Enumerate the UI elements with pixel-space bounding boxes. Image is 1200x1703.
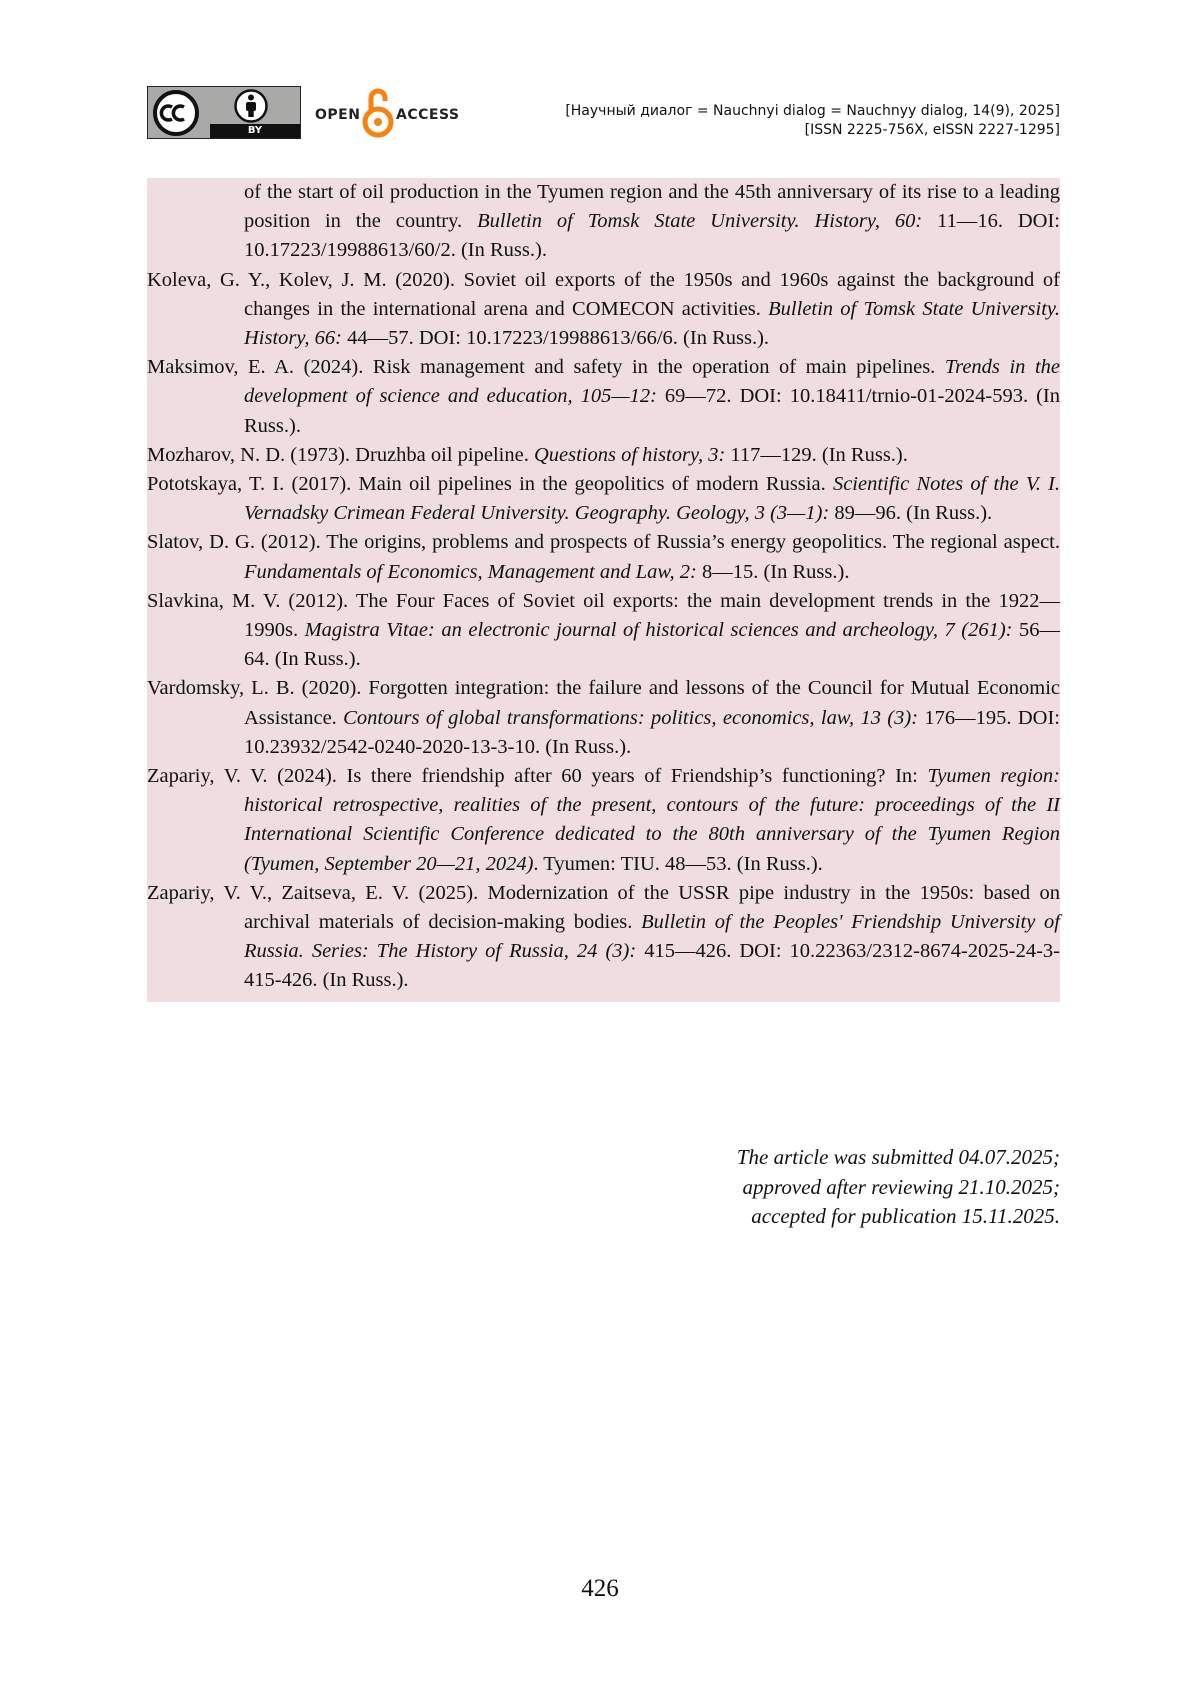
submitted-date: The article was submitted 04.07.2025; <box>736 1145 1060 1169</box>
reference-details: . Tyumen: TIU. 48—53. (In Russ.). <box>533 852 823 875</box>
reference-details: 11—16. DOI: 10.17223/19988613/60/2. (In Russ.). <box>244 210 1060 262</box>
reference-source: Tyumen region: historical retrospective, realities of the present, contours of the future: proceedings of the II International Scientific Conference dedicated to the 80th anniversary of the Tyumen Region (Tyumen, September 20—21, 2024) <box>244 765 1060 875</box>
reference-text: Slatov, D. G. (2012). The origins, problems and prospects of Russia’s energy geopolitics. The regional aspect. <box>147 531 1060 554</box>
reference-text: Maksimov, E. A. (2024). Risk management and safety in the operation of main pipelines. <box>147 356 945 379</box>
reference-details: 176—195. DOI: 10.23932/2542-0240-2020-13-3-10. (In Russ.). <box>244 706 1060 758</box>
reference-source: Fundamentals of Economics, Management and Law, 2: <box>244 560 697 583</box>
accepted-date: accepted for publication 15.11.2025. <box>751 1204 1060 1228</box>
reference-entry <box>147 266 1060 354</box>
reference-source: Scientific Notes of the V. I. Vernadsky Crimean Federal University. Geography. Geology, 3 (3—1): <box>244 473 1060 525</box>
reference-text: Pototskaya, T. I. (2017). Main oil pipelines in the geopolitics of modern Russia. <box>147 473 833 496</box>
open-access-open-text: OPEN <box>315 107 361 123</box>
reference-source: Bulletin of the Peoples' Friendship University of Russia. Series: The History of Russia, 24 (3): <box>244 911 1060 963</box>
reference-details: 117—129. (In Russ.). <box>725 443 908 466</box>
reference-details: 69—72. DOI: 10.18411/trnio-01-2024-593. (In Russ.). <box>244 385 1060 437</box>
reference-details: 56—64. (In Russ.). <box>244 619 1060 671</box>
cc-by-license-badge[interactable] <box>147 86 301 139</box>
reference-entry <box>147 762 1060 879</box>
reference-text: Vardomsky, L. B. (2020). Forgotten integration: the failure and lessons of the Council for Mutual Economic Assistance. <box>147 677 1060 729</box>
reference-text: Koleva, G. Y., Kolev, J. M. (2020). Soviet oil exports of the 1950s and 1960s against the background of changes in the international arena and COMECON activities. <box>147 268 1060 320</box>
reference-text: Slavkina, M. V. (2012). The Four Faces of Soviet oil exports: the main development trends in the 1922—1990s. <box>147 589 1060 642</box>
reference-details: 89—96. (In Russ.). <box>829 502 993 525</box>
reference-source: Bulletin of Tomsk State University. History, 66: <box>244 297 1060 350</box>
journal-title-line: [Научный диалог = Nauchnyi dialog = Nauchnyy dialog, 14(9), 2025] <box>565 103 1060 119</box>
article-dates <box>737 1143 1060 1232</box>
creative-commons-icon <box>153 90 199 136</box>
attribution-person-icon <box>234 89 268 123</box>
reference-source: Contours of global transformations: politics, economics, law, 13 (3): <box>343 706 919 729</box>
reference-entry <box>147 178 1060 266</box>
open-access-logo <box>315 86 515 139</box>
reference-entry <box>147 470 1060 528</box>
reference-text: Zapariy, V. V., Zaitseva, E. V. (2025). Modernization of the USSR pipe industry in the 1950s: based on archival materials of decision-making bodies. <box>147 881 1060 934</box>
open-access-access-text: ACCESS <box>396 107 460 123</box>
reference-entry <box>147 587 1060 675</box>
reference-text: of the start of oil production in the Tyumen region and the 45th anniversary of its rise to a leading position in the country. <box>244 181 1060 233</box>
approved-date: approved after reviewing 21.10.2025; <box>742 1174 1060 1199</box>
reference-source: Trends in the development of science and education, 105—12: <box>244 356 1060 408</box>
reference-text: Mozharov, N. D. (1973). Druzhba oil pipeline. <box>147 443 534 466</box>
reference-source: Bulletin of Tomsk State University. History, 60: <box>477 210 923 233</box>
reference-source: Questions of history, 3: <box>533 443 726 466</box>
reference-entry <box>147 353 1060 441</box>
reference-source: Magistra Vitae: an electronic journal of historical sciences and archeology, 7 (261): <box>304 619 1013 642</box>
reference-details: 415—426. DOI: 10.22363/2312-8674-2025-24-3-415-426. (In Russ.). <box>244 940 1060 992</box>
license-by-label: BY <box>210 124 300 138</box>
journal-issn-line: [ISSN 2225-756X, eISSN 2227-1295] <box>804 122 1060 138</box>
reference-entry <box>147 674 1060 762</box>
reference-text: Zapariy, V. V. (2024). Is there friendship after 60 years of Friendship’s functioning? In: <box>147 765 928 788</box>
open-lock-icon <box>362 86 394 139</box>
reference-entry <box>147 528 1060 586</box>
reference-details: 8—15. (In Russ.). <box>696 560 850 583</box>
reference-entry <box>147 441 1060 470</box>
page-header <box>147 86 1060 142</box>
reference-entry <box>147 879 1060 996</box>
journal-citation <box>565 102 1060 140</box>
references-list <box>147 178 1060 1002</box>
page-number: 426 <box>581 1575 619 1602</box>
reference-details: 44—57. DOI: 10.17223/19988613/66/6. (In Russ.). <box>341 327 770 350</box>
